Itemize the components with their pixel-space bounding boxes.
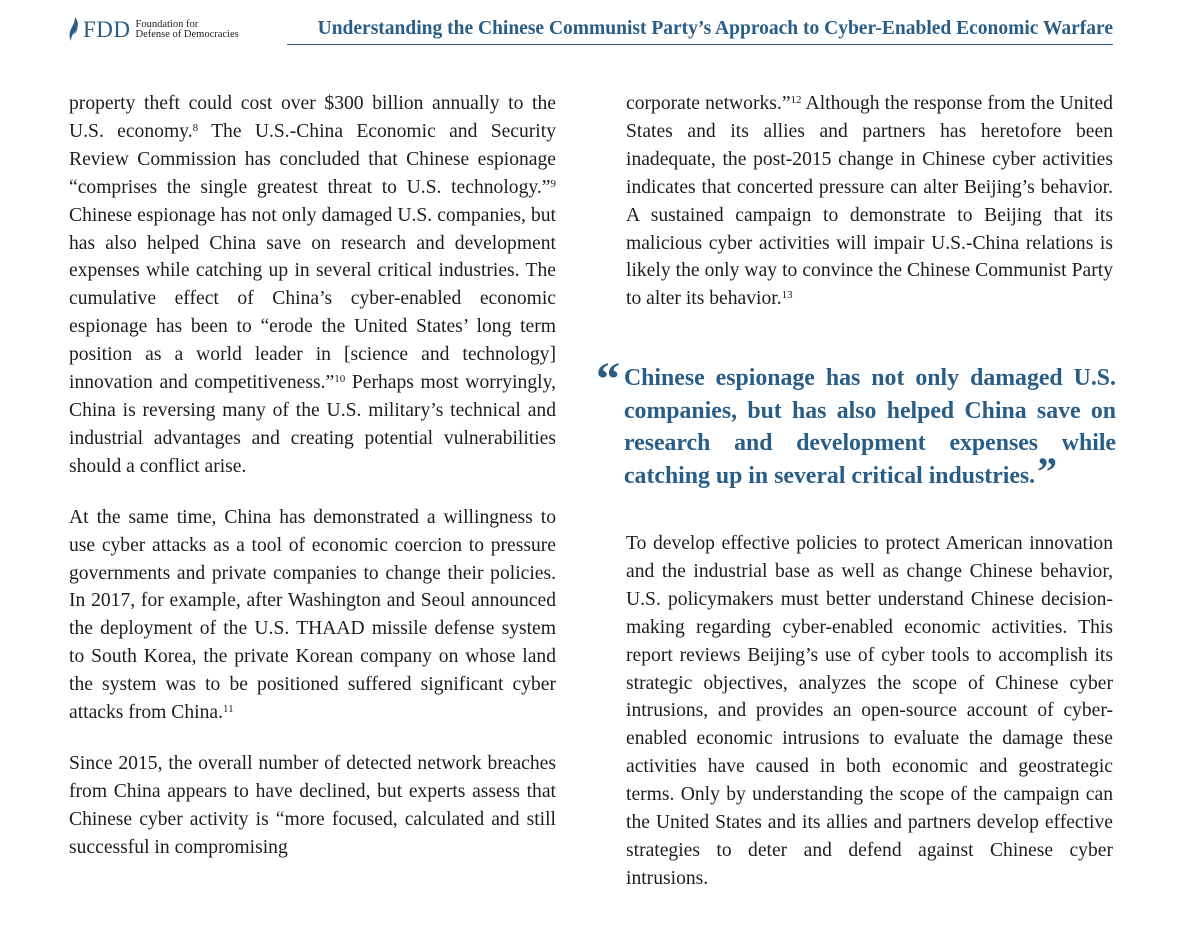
org-name — [136, 20, 239, 42]
left-column — [69, 90, 556, 862]
org-name-line2: Defense of Democracies — [135, 29, 239, 40]
text-run: corporate networks.” — [626, 93, 791, 114]
text-run: The U.S.-China Economic and Security Review Commission has concluded that Chinese espionage “comprises the single greatest threat to U.S. technology.” — [69, 120, 556, 198]
text-run: Although the response from the United States and its allies and partners has heretofore been inadequate, the post-2015 change in Chinese cyber activities indicates that concerted pressure can alter Beijing’s behavior. A sustained campaign to demonstrate to Beijing that its malicious cyber activities will impair U.S.-China relations is likely the only way to convince the Chinese Communist Party to alter its behavior. — [626, 93, 1113, 310]
org-name-line1: Foundation for — [135, 19, 199, 30]
pull-quote-text: Chinese espionage has not only damaged U.S. companies, but has also helped China save on research and development expenses while catching up in several critical industries. — [624, 365, 1116, 489]
pull-quote — [596, 353, 1116, 494]
torch-icon — [68, 16, 80, 42]
text-run: Since 2015, the overall number of detected network breaches from China appears to have declined, but experts assess that Chinese cyber activity is “more focused, calculated and still successful in compromising — [69, 752, 556, 858]
paragraph — [69, 90, 556, 481]
paragraph — [626, 90, 1113, 313]
fdd-logo — [68, 12, 239, 42]
footnote-ref: 12 — [790, 94, 802, 106]
paragraph — [626, 530, 1113, 893]
text-run: property theft could cost over $300 billion annually to the U.S. economy. — [69, 93, 556, 142]
footnote-ref: 13 — [781, 289, 793, 302]
footnote-ref: 10 — [334, 373, 346, 386]
running-header-title: Understanding the Chinese Communist Party’s Approach to Cyber-Enabled Economic Warfare — [317, 18, 1113, 39]
page-header — [68, 10, 1113, 46]
text-run: To develop effective policies to protect American innovation and the industrial base as well as change Chinese behavior, U.S. policymakers must better understand Chinese decision-making regarding cyber-enabled economic activities. This report reviews Beijing’s use of cyber tools to accomplish its strategic objectives, analyzes the scope of Chinese cyber intrusions, and provides an open-source account of cyber-enabled economic intrusions to evaluate the damage these activities have caused in both economic and geostrategic terms. Only by understanding the scope of the campaign can the United States and its allies and partners develop effective strategies to deter and defend against Chinese cyber intrusions. — [626, 533, 1113, 889]
right-column — [626, 90, 1113, 313]
footnote-ref: 9 — [550, 177, 556, 190]
text-run: At the same time, China has demonstrated a willingness to use cyber attacks as a tool of economic coercion to pressure governments and private companies to change their policies. In 2017, for example, after Washington and Seoul announced the deployment of the U.S. THAAD missile defense system to South Korea, the private Korean company on whose land the system was to be positioned suffered significant cyber attacks from China. — [69, 506, 556, 724]
header-divider — [287, 44, 1113, 45]
right-column-lower — [626, 530, 1113, 893]
paragraph — [69, 750, 556, 862]
pull-quote-text-block: Chinese espionage has not only damaged U.S. companies, but has also helped China save on research and development expenses while catching up in several critical industries.” — [624, 365, 1116, 494]
paragraph — [69, 504, 556, 727]
footnote-ref: 8 — [192, 121, 199, 134]
footnote-ref: 11 — [223, 703, 234, 716]
open-quote-mark: “ — [596, 353, 620, 406]
text-run: Chinese espionage has not only damaged U.S. companies, but has also helped China save on research and development expenses while catching up in several critical industries. The cumulative effect of China’s cyber-enabled economic espionage has been to “erode the United States’ long term position as a world leader in [science and technology] innovation and competitiveness.” — [69, 204, 556, 394]
logo-text: FDD — [83, 17, 131, 42]
text-run: Perhaps most worryingly, China is reversing many of the U.S. military’s technical and industrial advantages and creating potential vulnerabilities should a conflict arise. — [69, 372, 556, 477]
